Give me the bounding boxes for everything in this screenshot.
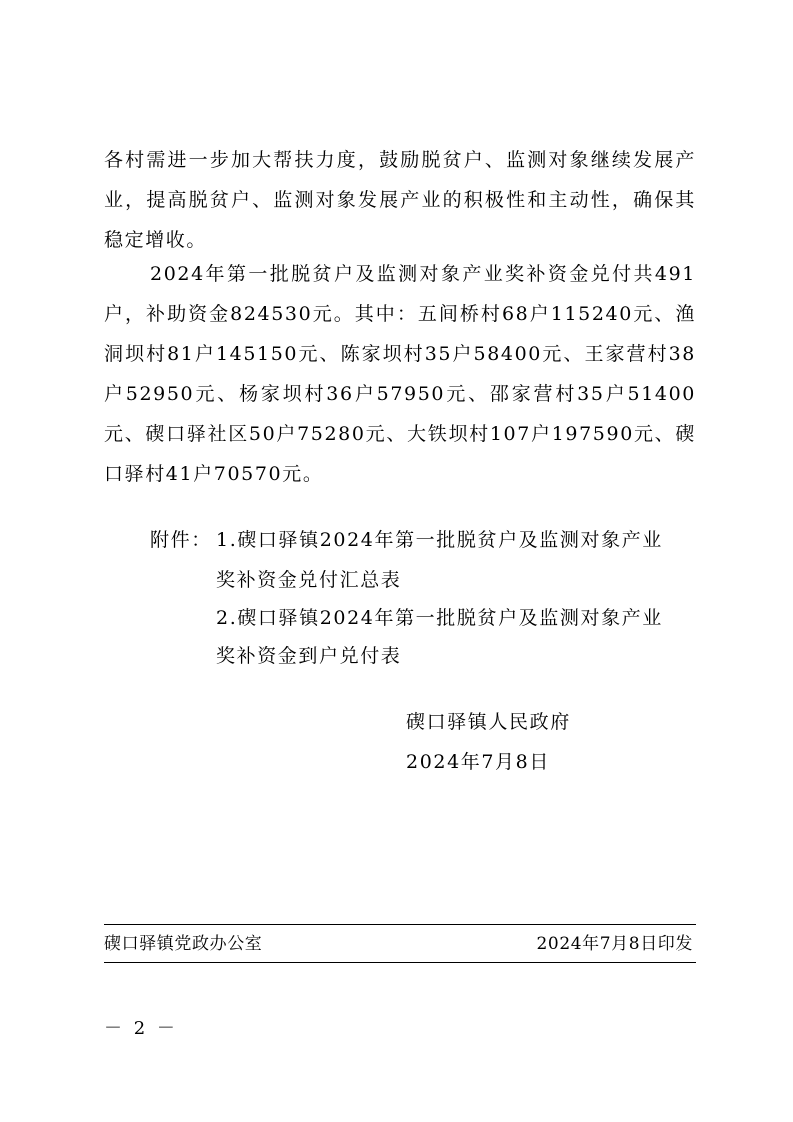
page-number: － 2 － — [104, 1018, 178, 1039]
footer-top-rule — [104, 924, 696, 925]
footer-bottom-rule — [104, 962, 696, 963]
body-paragraph-1: 各村需进一步加大帮扶力度，鼓励脱贫户、监测对象继续发展产业，提高脱贫户、监测对象发展产业的积极性和主动性，确保其稳定增收。 — [104, 149, 696, 251]
attachment-item-2-line-1: 2.碶口驿镇2024年第一批脱贫户及监测对象产业 — [216, 607, 663, 629]
signature-organization: 碶口驿镇人民政府 — [406, 711, 571, 733]
attachment-item-1-line-2: 奖补资金兑付汇总表 — [216, 569, 402, 591]
attachment-item-1-line-1: 1.碶口驿镇2024年第一批脱贫户及监测对象产业 — [216, 529, 663, 551]
footer-issuer: 碶口驿镇党政办公室 — [104, 934, 263, 954]
attachment-label: 附件： — [150, 529, 212, 551]
footer-issue-date: 2024年7月8日印发 — [536, 934, 693, 954]
signature-date: 2024年7月8日 — [406, 751, 550, 773]
body-paragraph-2: 2024年第一批脱贫户及监测对象产业奖补资金兑付共491户，补助资金824530元。其中：五间桥村68户115240元、渔洞坝村81户145150元、陈家坝村35户58400元、王家营村38户52950元、杨家坝村36户57950元、邵家营村35户51400元、碶口驿社区50户75280元、大铁坝村107户197590元、碶口驿村41户70570元。 — [104, 263, 696, 485]
attachment-item-2-line-2: 奖补资金到户兑付表 — [216, 645, 402, 667]
